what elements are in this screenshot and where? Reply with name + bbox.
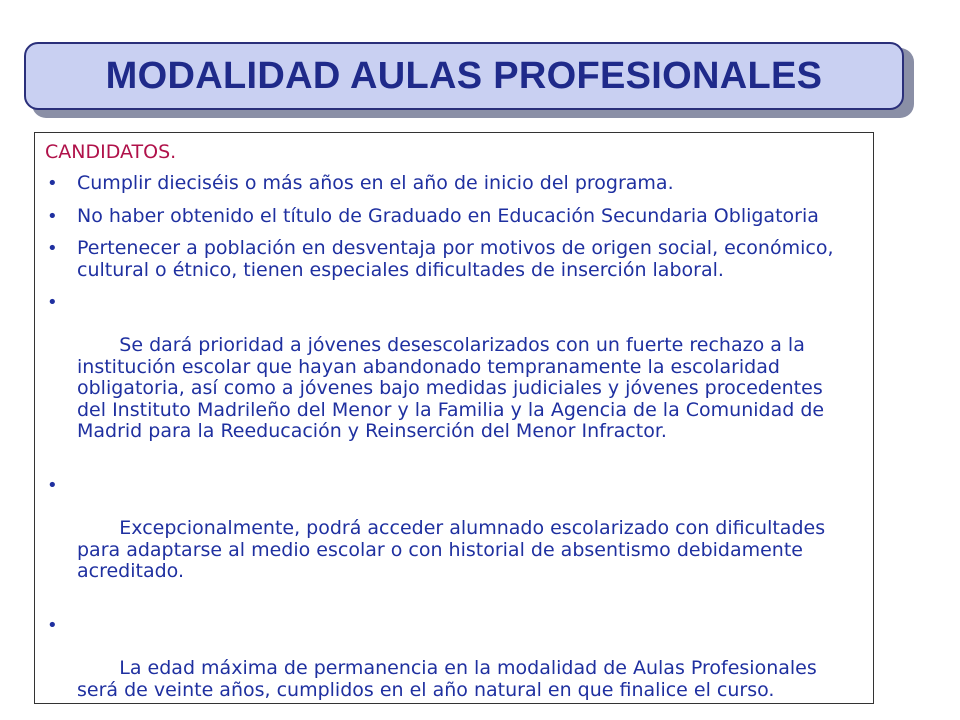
- requirements-list: [45, 173, 853, 720]
- bullet-icon: •: [47, 475, 58, 496]
- bullet-icon: •: [47, 173, 58, 194]
- list-item-text: Pertenecer a población en desventaja por motivos de origen social, económico, cultural o étnico, tienen especiales dificultades de inserción laboral.: [77, 237, 834, 281]
- bullet-icon: •: [47, 615, 58, 636]
- bullet-icon: •: [47, 205, 58, 227]
- list-item: [45, 238, 853, 281]
- list-item-text: La edad máxima de permanencia en la modalidad de Aulas Profesionales será de veinte años, cumplidos en el año natural en que finalice el curso.: [77, 657, 823, 701]
- list-item-text: No haber obtenido el título de Graduado en Educación Secundaria Obligatoria: [77, 204, 819, 227]
- list-item: [45, 173, 853, 195]
- list-item-text: Se dará prioridad a jóvenes desescolarizados con un fuerte rechazo a la institución escolar que hayan abandonado tempranamente la escolaridad obligatoria, así como a jóvenes bajo medidas judiciales y jóvenes procedentes del Instituto Madrileño del Menor y la Familia y la Agencia de la Comunidad de Madrid para la Reeducación y Reinserción del Menor Infractor.: [77, 334, 831, 442]
- list-item-text: Excepcionalmente, podrá acceder alumnado escolarizado con dificultades para adaptarse al medio escolar o con historial de absentismo debidamente acreditado.: [77, 517, 832, 582]
- list-item: [45, 615, 853, 720]
- list-item: [45, 206, 853, 228]
- content-panel: [34, 132, 874, 704]
- list-item-text: Cumplir dieciséis o más años en el año de inicio del programa.: [77, 172, 674, 194]
- bullet-icon: •: [47, 238, 58, 259]
- bullet-icon: •: [47, 292, 58, 313]
- section-heading: CANDIDATOS.: [45, 141, 177, 163]
- list-item: [45, 475, 853, 604]
- title-banner: [24, 42, 904, 110]
- page-title: MODALIDAD AULAS PROFESIONALES: [105, 54, 823, 97]
- list-item: [45, 292, 853, 464]
